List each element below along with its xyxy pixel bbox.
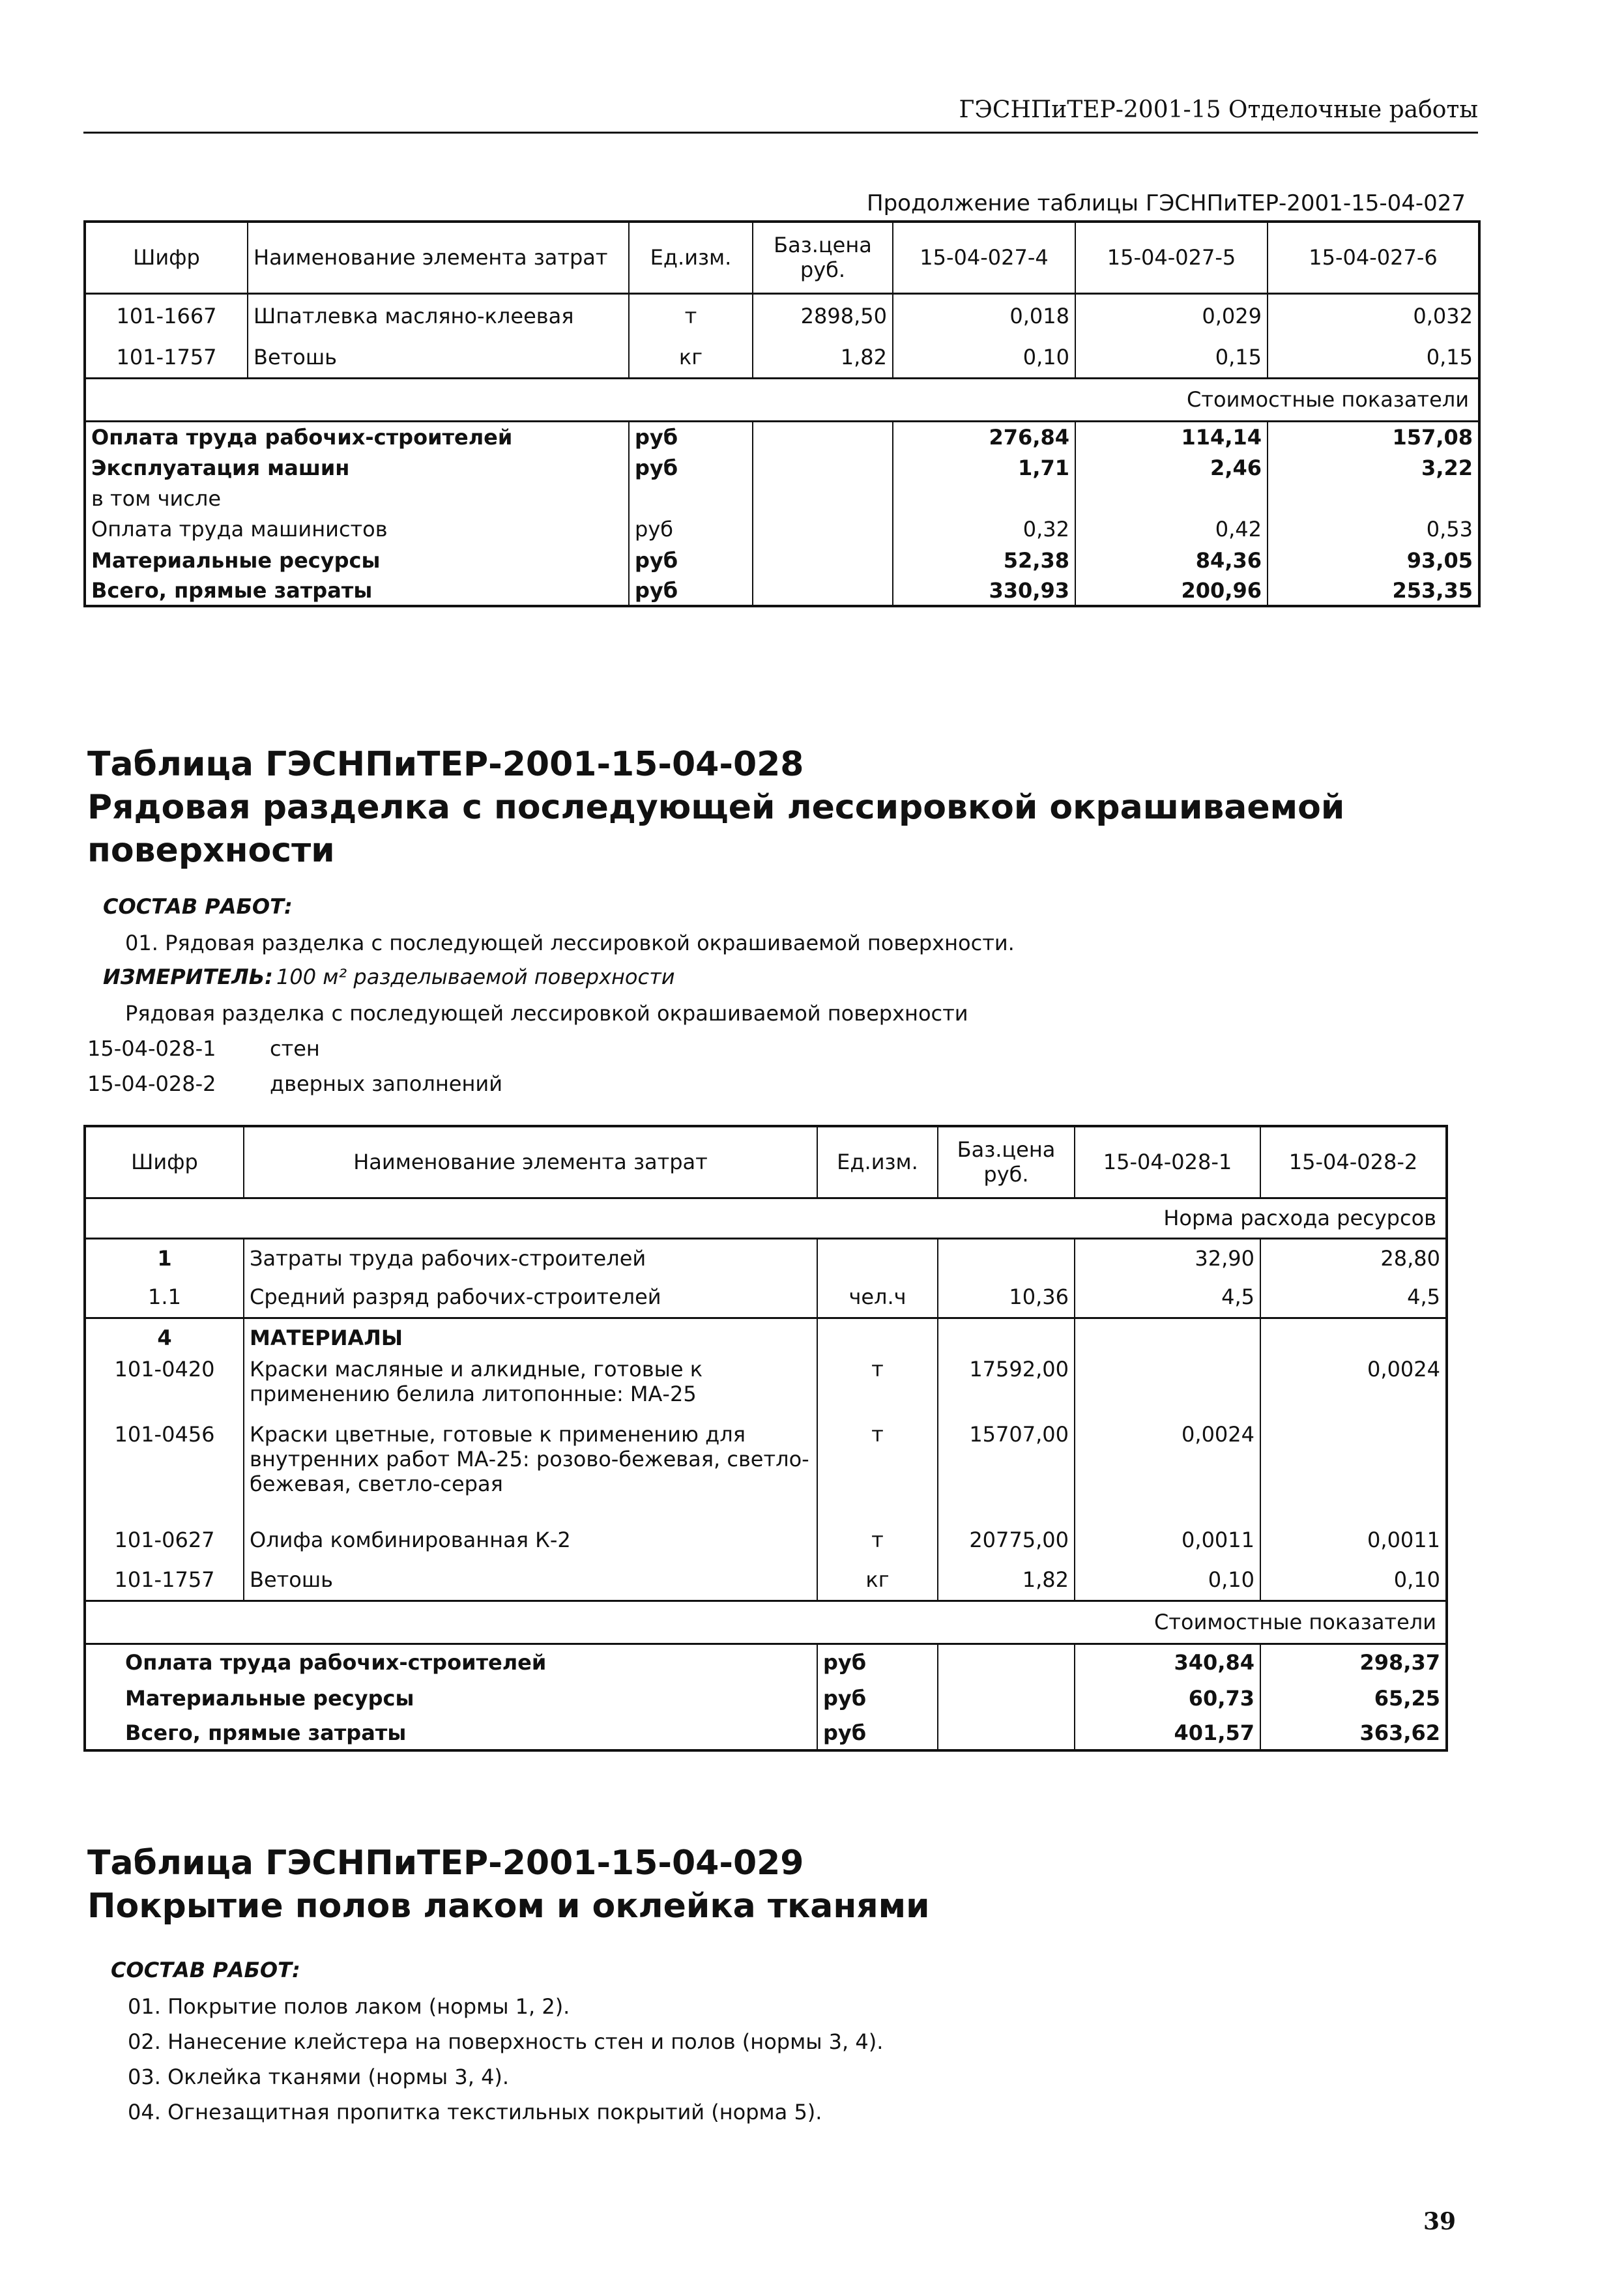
cell-unit: т: [817, 1357, 938, 1422]
table-row: [85, 1520, 1447, 1560]
cell-value: 0,0011: [1260, 1520, 1447, 1560]
section2-sostav-item: 01. Рядовая разделка с последующей лессировкой окрашиваемой поверхности.: [125, 931, 1015, 955]
cell-unit: кг: [629, 338, 753, 378]
table-15-04-028: [83, 1125, 1448, 1752]
section2-title: [87, 743, 1344, 872]
cell-name: Затраты труда рабочих-строителей: [244, 1238, 817, 1277]
cost-row: [85, 545, 1479, 576]
cost-value: 93,05: [1268, 545, 1479, 576]
cell-code: 1.1: [148, 1284, 181, 1310]
cell-value: 0,15: [1075, 338, 1268, 378]
cost-label: Материальные ресурсы: [125, 1686, 414, 1711]
cell-value: [1260, 1422, 1447, 1520]
section2-description: Рядовая разделка с последующей лессировкой окрашиваемой поверхности: [125, 1001, 968, 1026]
cell-unit: кг: [817, 1560, 938, 1601]
col-header-unit: Ед.изм.: [817, 1126, 938, 1198]
cost-unit: руб: [629, 452, 753, 484]
cost-row: [85, 576, 1479, 606]
cell-unit: чел.ч: [817, 1277, 938, 1318]
section3-title-line2: Покрытие полов лаком и оклейка тканями: [87, 1887, 930, 1926]
cell-unit: т: [629, 293, 753, 338]
cost-value: 0,53: [1268, 514, 1479, 545]
table2-header-row: [85, 1126, 1447, 1198]
running-header: ГЭСНПиТЕР-2001-15 Отделочные работы: [83, 96, 1478, 134]
cost-label: в том числе: [91, 486, 221, 511]
cost-unit: руб: [817, 1680, 938, 1717]
cell-value: 0,032: [1268, 293, 1479, 338]
cost-value: 340,84: [1075, 1644, 1260, 1680]
cost-unit: руб: [629, 545, 753, 576]
cost-row: [85, 1680, 1447, 1717]
cell-price: 1,82: [938, 1560, 1075, 1601]
cost-value: 363,62: [1260, 1717, 1447, 1750]
code-line: [87, 1036, 320, 1061]
cost-value: 65,25: [1260, 1680, 1447, 1717]
cell-value: 0,0024: [1075, 1422, 1260, 1520]
col-header-norm-2: 15-04-028-2: [1260, 1126, 1447, 1198]
cost-label: Оплата труда рабочих-строителей: [125, 1649, 547, 1675]
cost-value: 298,37: [1260, 1644, 1447, 1680]
norm-header-row: [85, 1198, 1447, 1238]
table-15-04-027: [83, 220, 1481, 607]
code: 15-04-028-2: [87, 1071, 216, 1096]
cell-value: 32,90: [1075, 1238, 1260, 1277]
section2-title-line1: Таблица ГЭСНПиТЕР-2001-15-04-028: [87, 745, 804, 784]
cell-value: 4,5: [1075, 1277, 1260, 1318]
table-row: [85, 1357, 1447, 1422]
section3-sostav-label: СОСТАВ РАБОТ:: [111, 1958, 300, 1982]
cell-code: 101-0420: [114, 1357, 215, 1382]
section2-title-line3: поверхности: [87, 831, 335, 870]
cost-row: [85, 452, 1479, 484]
izmeritel-value: 100 м² разделываемой поверхности: [276, 964, 675, 989]
cell-price: 17592,00: [938, 1357, 1075, 1422]
table-row: [85, 1238, 1447, 1277]
cell-name: МАТЕРИАЛЫ: [244, 1318, 817, 1357]
cell-value: 0,0011: [1075, 1520, 1260, 1560]
cell-code: 101-1757: [114, 1567, 215, 1593]
cost-unit: руб: [629, 576, 753, 606]
cost-header: Стоимостные показатели: [1187, 387, 1469, 412]
table-row: [85, 338, 1479, 378]
section3-title: [87, 1842, 930, 1928]
cell-unit: т: [817, 1422, 938, 1520]
cell-price: 15707,00: [938, 1422, 1075, 1520]
cost-value: 157,08: [1268, 421, 1479, 452]
cell-value: 4,5: [1260, 1277, 1447, 1318]
cost-label: Эксплуатация машин: [91, 456, 350, 480]
section2-izmeritel: [103, 964, 675, 989]
section2-sostav-label: СОСТАВ РАБОТ:: [103, 894, 293, 919]
col-header-code: Шифр: [133, 245, 200, 270]
section3-sostav-item: 02. Нанесение клейстера на поверхность стен и полов (нормы 3, 4).: [128, 2029, 884, 2054]
izmeritel-label: ИЗМЕРИТЕЛЬ:: [103, 964, 273, 989]
cost-unit: руб: [629, 514, 753, 545]
cell-value: 0,15: [1268, 338, 1479, 378]
cell-code: 101-1667: [116, 303, 217, 328]
table1-caption: Продолжение таблицы ГЭСНПиТЕР-2001-15-04-027: [867, 190, 1466, 216]
cell-value: 28,80: [1260, 1238, 1447, 1277]
cost-value: 253,35: [1268, 576, 1479, 606]
code: 15-04-028-1: [87, 1036, 216, 1061]
table1-header-row: [85, 222, 1479, 293]
cost-unit: руб: [629, 421, 753, 452]
cost-row: [85, 421, 1479, 452]
section3-sostav-item: 03. Оклейка тканями (нормы 3, 4).: [128, 2065, 510, 2089]
col-header-norm-1: 15-04-028-1: [1075, 1126, 1260, 1198]
cell-name: Краски масляные и алкидные, готовые к применению белила литопонные: МА-25: [244, 1357, 817, 1422]
cell-value: 0,0024: [1260, 1357, 1447, 1422]
cost-value: 114,14: [1075, 421, 1268, 452]
cost-row: [85, 514, 1479, 545]
cost-value: 52,38: [893, 545, 1075, 576]
cost-header-row: [85, 378, 1479, 421]
section3-title-line1: Таблица ГЭСНПиТЕР-2001-15-04-029: [87, 1844, 804, 1883]
cost-label: Всего, прямые затраты: [91, 578, 373, 603]
cell-value: 0,10: [893, 338, 1075, 378]
col-header-norm-4: 15-04-027-4: [893, 222, 1075, 293]
cell-value: [1075, 1357, 1260, 1422]
cost-label: Оплата труда рабочих-строителей: [91, 424, 513, 450]
cost-value: 1,71: [893, 452, 1075, 484]
cost-label: Материальные ресурсы: [91, 548, 381, 573]
cell-unit: т: [817, 1520, 938, 1560]
section3-sostav-item: 04. Огнезащитная пропитка текстильных покрытий (норма 5).: [128, 2100, 822, 2124]
cell-value: 0,10: [1075, 1560, 1260, 1601]
cost-value: 0,42: [1075, 514, 1268, 545]
col-header-name: Наименование элемента затрат: [244, 1126, 817, 1198]
cell-price: 1,82: [753, 338, 893, 378]
table-row: [85, 1422, 1447, 1520]
norm-header: Норма расхода ресурсов: [1163, 1206, 1436, 1230]
cost-value: 0,32: [893, 514, 1075, 545]
cell-value: 0,10: [1260, 1560, 1447, 1601]
cost-row: [85, 484, 1479, 514]
cell-code: 101-1757: [116, 345, 217, 370]
cell-name: Шпатлевка масляно-клеевая: [248, 293, 629, 338]
code-text: дверных заполнений: [270, 1071, 502, 1096]
table-row: [85, 293, 1479, 338]
page-number: 39: [1423, 2208, 1457, 2235]
cost-row: [85, 1717, 1447, 1750]
col-header-norm-5: 15-04-027-5: [1075, 222, 1268, 293]
col-header-unit: Ед.изм.: [629, 222, 753, 293]
cell-name: Ветошь: [248, 338, 629, 378]
cost-header-row: [85, 1601, 1447, 1644]
col-header-base-price: Баз.цена руб.: [753, 222, 893, 293]
cost-value: 401,57: [1075, 1717, 1260, 1750]
cell-price: 10,36: [938, 1277, 1075, 1318]
section3-sostav-item: 01. Покрытие полов лаком (нормы 1, 2).: [128, 1994, 570, 2019]
code-text: стен: [270, 1036, 320, 1061]
cost-value: 330,93: [893, 576, 1075, 606]
cell-code: 4: [157, 1325, 172, 1350]
cell-code: 101-0627: [114, 1528, 215, 1552]
cell-code: 1: [157, 1245, 172, 1271]
cost-unit: руб: [817, 1717, 938, 1750]
table-row: [85, 1560, 1447, 1601]
cell-value: 0,029: [1075, 293, 1268, 338]
cost-header: Стоимостные показатели: [1154, 1610, 1436, 1634]
cell-code: 101-0456: [114, 1422, 215, 1447]
cost-label: Оплата труда машинистов: [91, 517, 388, 542]
code-line: [87, 1071, 502, 1096]
cost-value: 3,22: [1268, 452, 1479, 484]
cost-unit: руб: [817, 1644, 938, 1680]
col-header-base-price: Баз.цена руб.: [938, 1126, 1075, 1198]
table-row: [85, 1318, 1447, 1357]
cost-value: 2,46: [1075, 452, 1268, 484]
cell-name: Краски цветные, готовые к применению для внутренних работ МА-25: розово-бежевая, светло-бежевая, светло-серая: [244, 1422, 817, 1520]
cell-price: 20775,00: [938, 1520, 1075, 1560]
cell-name: Средний разряд рабочих-строителей: [244, 1277, 817, 1318]
cost-label: Всего, прямые затраты: [125, 1720, 407, 1745]
cell-name: Ветошь: [244, 1560, 817, 1601]
cost-value: 84,36: [1075, 545, 1268, 576]
table-row: [85, 1277, 1447, 1318]
cell-name: Олифа комбинированная К-2: [244, 1520, 817, 1560]
cell-price: 2898,50: [753, 293, 893, 338]
cost-value: 60,73: [1075, 1680, 1260, 1717]
col-header-code: Шифр: [131, 1150, 198, 1175]
cell-value: 0,018: [893, 293, 1075, 338]
cost-row: [85, 1644, 1447, 1680]
col-header-name: Наименование элемента затрат: [248, 222, 629, 293]
cost-value: 200,96: [1075, 576, 1268, 606]
section2-title-line2: Рядовая разделка с последующей лессировкой окрашиваемой: [87, 788, 1345, 827]
col-header-norm-6: 15-04-027-6: [1268, 222, 1479, 293]
cost-value: 276,84: [893, 421, 1075, 452]
